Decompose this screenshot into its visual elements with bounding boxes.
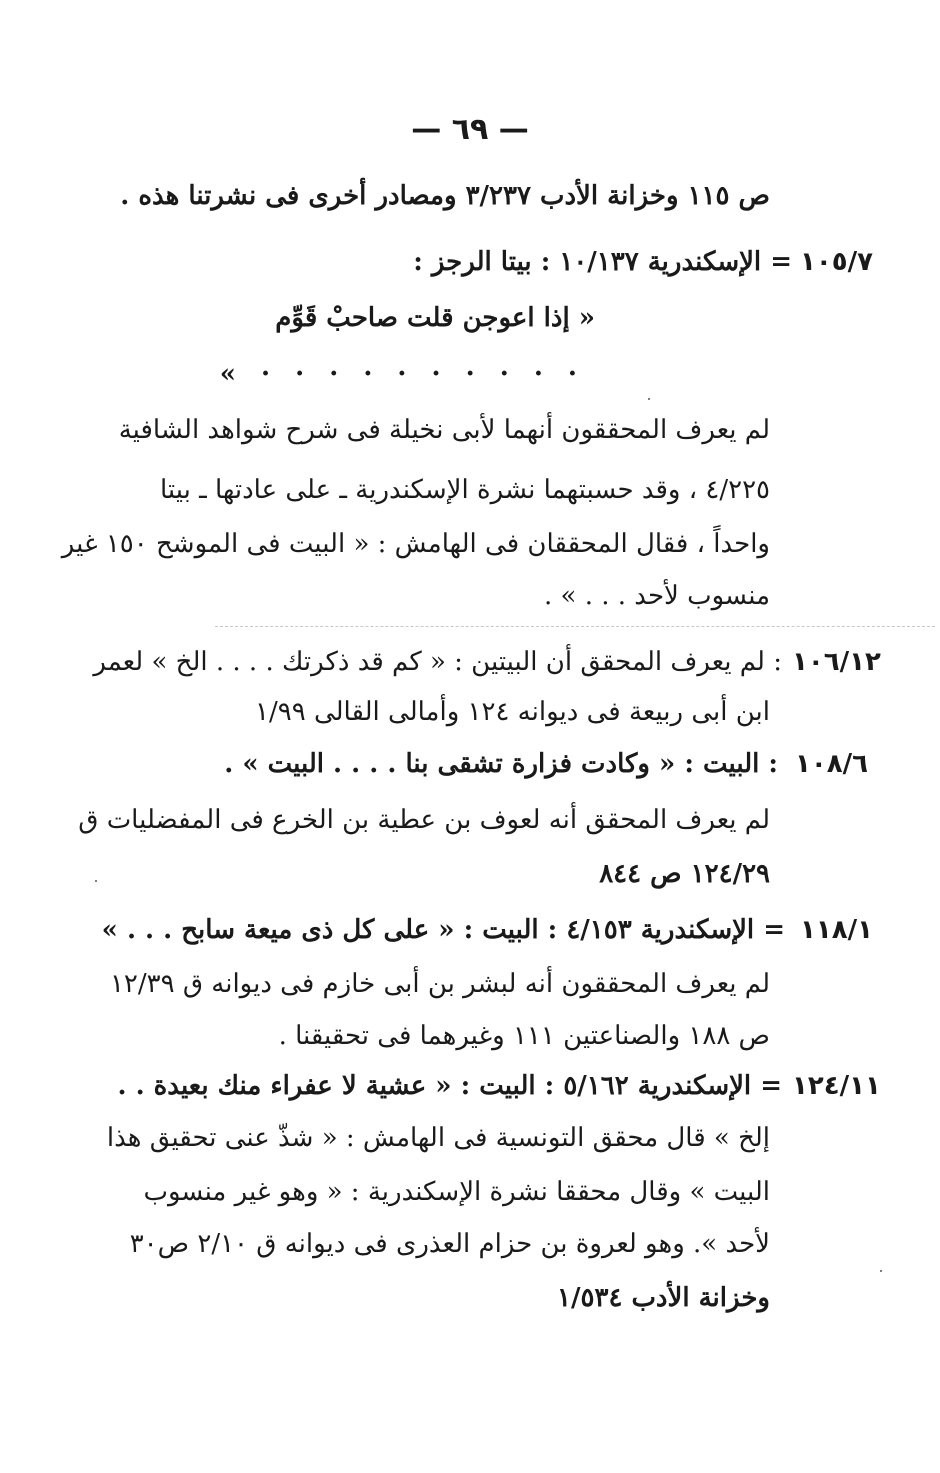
scan-rule bbox=[215, 626, 935, 627]
body-line: منسوب لأحد . . . » . bbox=[544, 581, 770, 611]
verse-dots: · · · · · · · · · · » bbox=[219, 359, 585, 389]
continuation-line: ص ١١٥ وخزانة الأدب ٣/٢٣٧ ومصادر أخرى فى نشرتنا هذه . bbox=[120, 181, 770, 211]
body-line: لم يعرف المحققون أنهما لأبى نخيلة فى شرح شواهد الشافية bbox=[118, 415, 770, 445]
entry-head: = الإسكندرية ٤/١٥٣ : البيت : « على كل ذى ميعة سابح . . . » bbox=[101, 915, 785, 945]
body-line: لم يعرف المحققون أنه لبشر بن أبى خازم فى ديوانه ق ١٢/٣٩ bbox=[109, 969, 770, 999]
entry-head: : البيت : « وكادت فزارة تشقى بنا . . . . البيت » . bbox=[224, 749, 778, 779]
entry-head: : لم يعرف المحقق أن البيتين : « كم قد ذكرتك . . . . الخ » لعمر bbox=[93, 647, 782, 677]
body-line: ٤/٢٢٥ ، وقد حسبتهما نشرة الإسكندرية ـ على عادتها ـ بيتا bbox=[159, 475, 770, 505]
scan-speck bbox=[880, 1270, 882, 1272]
body-line: واحداً ، فقال المحققان فى الهامش : « البيت فى الموشح ١٥٠ غير bbox=[61, 529, 770, 559]
entry-head: = الإسكندرية ١٠/١٣٧ : بيتا الرجز : bbox=[413, 247, 792, 277]
entry-ref: ١٠٥/٧ bbox=[800, 247, 873, 277]
scan-speck bbox=[648, 398, 650, 400]
body-line: لم يعرف المحقق أنه لعوف بن عطية بن الخرع فى المفضليات ق bbox=[78, 805, 770, 835]
entry-head: = الإسكندرية ٥/١٦٢ : البيت : « عشية لا عفراء منك بعيدة . . bbox=[117, 1071, 782, 1101]
verse-line: « إذا اعوجن قلت صاحبْ قَوِّم bbox=[275, 303, 595, 333]
entry-ref: ١٠٦/١٢ bbox=[792, 647, 881, 677]
body-line: ابن أبى ربيعة فى ديوانه ١٢٤ وأمالى القالى ١/٩٩ bbox=[255, 697, 770, 727]
body-line: البيت » وقال محققا نشرة الإسكندرية : « وهو غير منسوب bbox=[143, 1177, 770, 1207]
body-line: وخزانة الأدب ١/٥٣٤ bbox=[557, 1283, 770, 1313]
entry-ref: ١١٨/١ bbox=[800, 915, 873, 945]
body-line: ١٢٤/٢٩ ص ٨٤٤ bbox=[599, 859, 770, 889]
page-number: — ٦٩ — bbox=[411, 112, 529, 147]
body-line: إلخ » قال محقق التونسية فى الهامش : « شذّ عنى تحقيق هذا bbox=[106, 1123, 770, 1153]
body-line: لأحد ». وهو لعروة بن حزام العذرى فى ديوانه ق ٢/١٠ ص٣٠ bbox=[129, 1229, 770, 1259]
body-line: ص ١٨٨ والصناعتين ١١١ وغيرهما فى تحقيقنا . bbox=[278, 1021, 770, 1051]
entry-ref: ١٠٨/٦ bbox=[795, 749, 868, 779]
scan-speck bbox=[95, 880, 97, 882]
entry-ref: ١٢٤/١١ bbox=[792, 1071, 881, 1101]
